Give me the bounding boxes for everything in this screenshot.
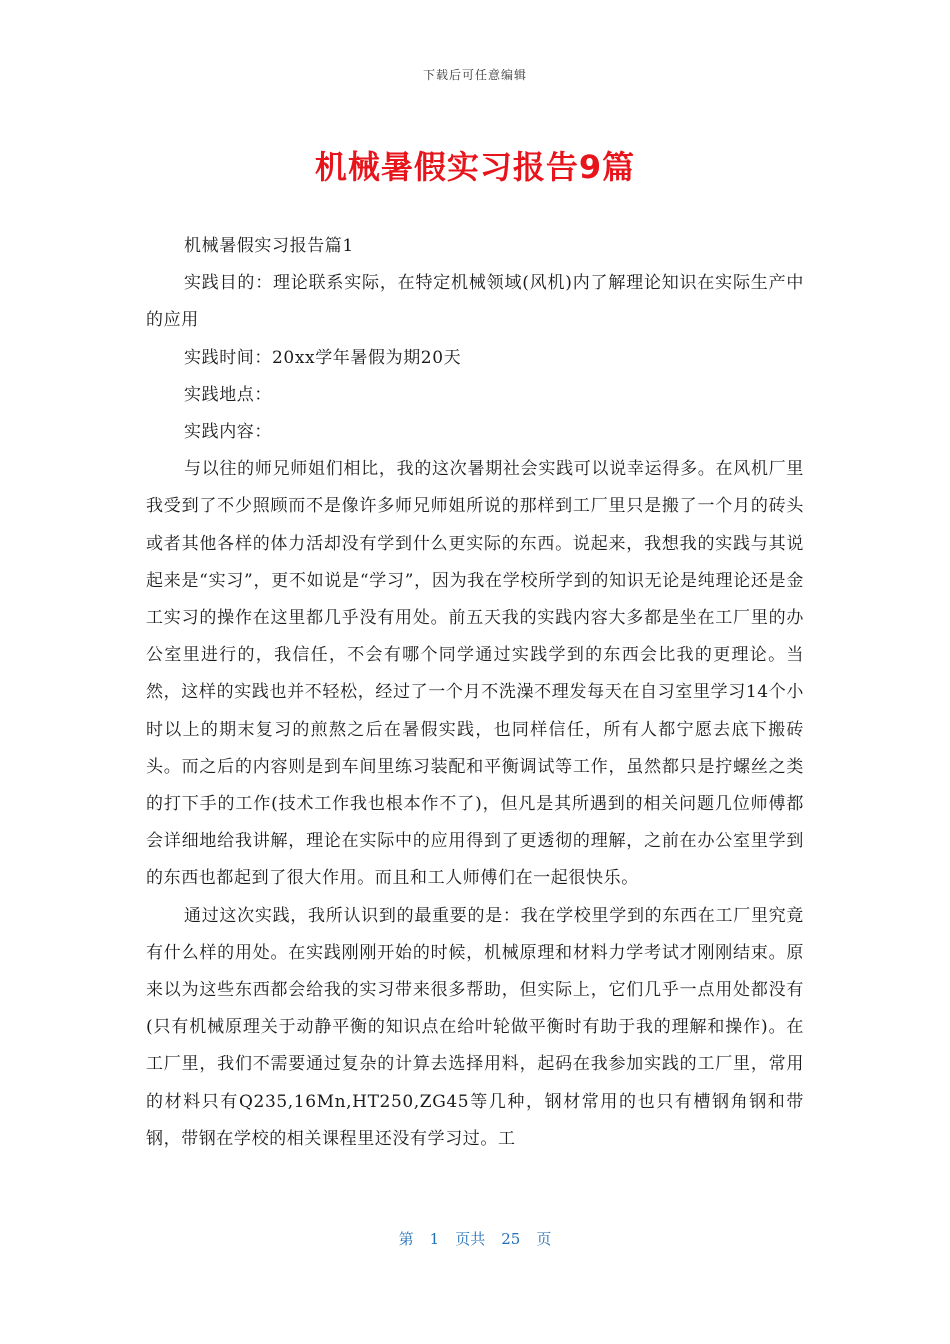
paragraph-body-1: 与以往的师兄师姐们相比，我的这次暑期社会实践可以说幸运得多。在风机厂里我受到了不少照顾而不是像许多师兄师姐所说的那样到工厂里只是搬了一个月的砖头或者其他各样的体力活却没有学到什么更实际的东西。说起来，我想我的实践与其说起来是“实习”，更不如说是“学习”，因为我在学校所学到的知识无论是纯理论还是金工实习的操作在这里都几乎没有用处。前五天我的实践内容大多都是坐在工厂里的办公室里进行的，我信任，不会有哪个同学通过实践学到的东西会比我的更理论。当然，这样的实践也并不轻松，经过了一个月不洗澡不理发每天在自习室里学习14个小时以上的期末复习的煎熬之后在暑假实践，也同样信任，所有人都宁愿去底下搬砖头。而之后的内容则是到车间里练习装配和平衡调试等工作，虽然都只是拧螺丝之类的打下手的工作(技术工作我也根本作不了)，但凡是其所遇到的相关问题几位师傅都会详细地给我讲解，理论在实际中的应用得到了更透彻的理解，之前在办公室里学到的东西也都起到了很大作用。而且和工人师傅们在一起很快乐。 (146, 459, 804, 889)
footer-middle: 页共 (455, 1230, 486, 1248)
page-footer (0, 1228, 950, 1249)
section-heading: 机械暑假实习报告篇1 (184, 236, 354, 256)
paragraph-body-2: 通过这次实践，我所认识到的最重要的是：我在学校里学到的东西在工厂里究竟有什么样的用处。在实践刚刚开始的时候，机械原理和材料力学考试才刚刚结束。原来以为这些东西都会给我的实习带来很多帮助，但实际上，它们几乎一点用处都没有(只有机械原理关于动静平衡的知识点在给叶轮做平衡时有助于我的理解和操作)。在工厂里，我们不需要通过复杂的计算去选择用料，起码在我参加实践的工厂里，常用的材料只有Q235,16Mn,HT250,ZG45等几种，钢材常用的也只有槽钢角钢和带钢，带钢在学校的相关课程里还没有学习过。工 (146, 905, 804, 1149)
footer-suffix: 页 (536, 1230, 552, 1248)
footer-current-page: 1 (429, 1230, 440, 1248)
paragraph-purpose: 实践目的：理论联系实际，在特定机械领域(风机)内了解理论知识在实际生产中的应用 (146, 273, 804, 331)
paragraph-content-label: 实践内容： (184, 422, 272, 443)
document-body (146, 228, 804, 1158)
document-title: 机械暑假实习报告9篇 (314, 148, 636, 186)
header-note: 下载后可任意编辑 (422, 68, 527, 82)
footer-prefix: 第 (398, 1230, 414, 1248)
paragraph-location: 实践地点： (184, 384, 272, 405)
footer-total-pages: 25 (501, 1230, 521, 1248)
paragraph-time: 实践时间：20xx学年暑假为期20天 (184, 347, 462, 368)
